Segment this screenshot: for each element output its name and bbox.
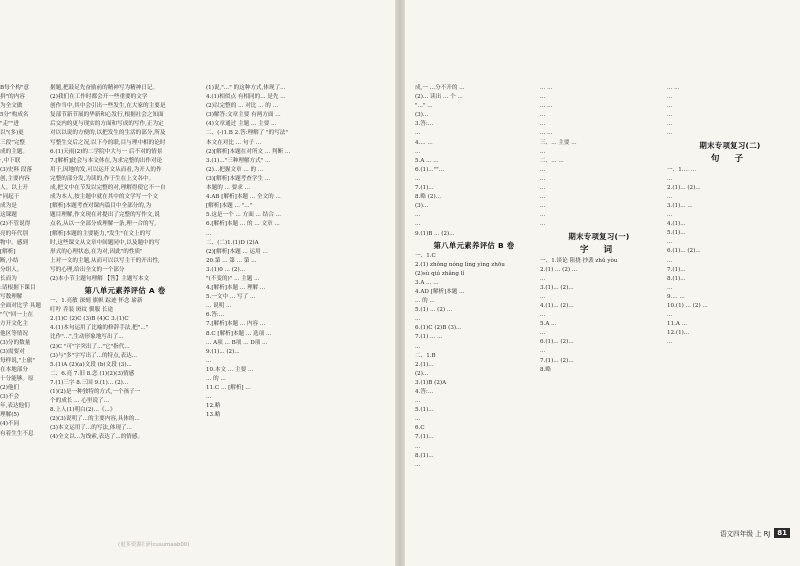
text-line: 2.(1) ... (2) ... <box>540 266 578 273</box>
text-line: 个的成长 ... 心里说了... <box>50 398 109 405</box>
text-line: 二、(二)1.(1)D (2)A <box>206 239 259 246</box>
text-line: 6.(1)... (2)... <box>540 339 574 346</box>
text-line: 三段"完整 <box>0 139 25 146</box>
text-line: ... <box>540 175 546 182</box>
text-line: 2.(1) zhǒng nóng lìng yìng zhōu <box>415 261 505 268</box>
text-line: ... <box>540 148 546 155</box>
text-line: ... <box>540 348 546 355</box>
text-line: 每样说,"上旅" <box>0 357 35 364</box>
text-line: 5.(1)... <box>415 407 434 414</box>
text-line: ... ... <box>667 85 680 91</box>
text-line: ... <box>415 221 421 228</box>
text-line: ... 的 ... <box>206 376 226 382</box>
text-line: 7.(1)三字 8.三国 9.(1)... (2)... <box>50 379 129 386</box>
text-line: ... <box>667 94 673 101</box>
text-line: (3)... <box>415 203 429 210</box>
text-line: 成的主题。 <box>0 148 28 155</box>
text-line: 有着生生不息 <box>0 430 34 437</box>
text-line: 题目理解,作文现在对提出了完整的写作文,说 <box>50 212 160 219</box>
text-line: ... <box>667 112 673 119</box>
text-line: ... <box>540 312 546 319</box>
text-line: ... <box>667 339 673 346</box>
text-line: 为全文做 <box>0 103 23 110</box>
text-line: ... <box>667 130 673 137</box>
text-line: 三、... 主要 ... <box>540 139 577 146</box>
text-line: 8.略 (2)... <box>415 194 441 201</box>
column-3 <box>415 84 533 526</box>
text-line: ... <box>206 394 212 401</box>
text-line: ... <box>415 443 421 450</box>
text-line: ... ... <box>540 103 553 110</box>
text-line: 2.(1)... <box>415 361 434 368</box>
text-line: 方开文化主 <box>0 321 28 328</box>
text-line: 人。以上开 <box>0 185 28 192</box>
text-line: 6.(1)天雨(2)的二学院中大与一 后不对的情景 <box>50 148 163 155</box>
text-line: 二、6.亮 7.旧 8.恋 (1)(2)(3)情感 <box>50 370 135 377</box>
text-line: ... <box>540 275 546 282</box>
text-line: (1)说,"..." 的这种方式,体现了... <box>206 85 286 91</box>
column-5 <box>667 84 793 526</box>
subtitle-words: 字 词 <box>579 244 619 255</box>
right-page <box>405 0 800 566</box>
text-line: 3.(1)... (2)... <box>540 284 574 291</box>
text-line: ... A项 ... B项 ... D项 ... <box>206 339 268 346</box>
left-edge-column <box>0 84 44 526</box>
page-number: 81 <box>774 528 790 538</box>
text-line: 形式的心理状态,在为对,因此"的性质" <box>50 248 143 255</box>
text-line: (3)史料 段落 <box>0 166 33 173</box>
text-line: 5.(1)A (2)(a)文段 (b)文段 (3)... <box>50 361 132 368</box>
text-line: 7.(1) ... ... <box>415 334 443 341</box>
section-title-final-1: 期末专项复习(一) <box>568 231 630 241</box>
text-line: 6.(1)C (2)B (3)... <box>415 325 462 332</box>
text-line: 写的心理,给出全文的一个部分 <box>50 266 125 273</box>
text-line: 8.C [解析]本题 ... 选项 ... <box>206 330 272 337</box>
text-line: 12.(1)... <box>667 330 690 337</box>
text-line: ... <box>540 330 546 337</box>
text-line: (3)与"多"字写出了...的特点,表达... <box>50 352 138 359</box>
text-line: 11.A ... <box>667 321 688 328</box>
text-line: 8.上人(1)明白(2)...《...》 <box>50 407 116 414</box>
text-line: [解析]本题 ... "..." <box>206 203 253 210</box>
text-line: ... <box>540 166 546 173</box>
text-line: 对以以说的方便的,以把发生的生活的部分,所及 <box>50 130 166 137</box>
text-line: 成,把文中在节发以完整的对,理解得使它不一自 <box>50 185 166 192</box>
text-line: 断,小结 <box>0 257 19 264</box>
text-line: ... <box>206 230 212 237</box>
text-line: 以"(多)更 <box>0 130 24 137</box>
text-line: ... <box>667 239 673 246</box>
text-line: (2)... 读出 ... 个 ... <box>415 94 463 101</box>
text-line: (4)全文以...为线索,表达了...的情感。 <box>50 434 144 441</box>
text-line: 复部节新节展的华新和心发行,根据社会之知面 <box>50 112 164 119</box>
text-line: ... <box>415 148 421 155</box>
text-line: ... <box>540 203 546 210</box>
text-line: 分组人。 <box>0 266 23 273</box>
text-line: 4.[解析]本题 ... 理解 ... <box>206 285 266 292</box>
text-line: ... <box>415 343 421 350</box>
text-line: 10.(1) ... (2) ... <box>667 302 708 309</box>
section-title-eighth-a: 第八单元素养评估 A 卷 <box>84 286 166 296</box>
text-line: 5.A ... ... <box>415 157 439 164</box>
text-line: 5.这是一个 ... 方面 ... 结合 ... <box>206 212 281 219</box>
text-line: 7.(1)... (2)... <box>540 357 574 364</box>
text-line: 8.(1)... <box>667 275 686 282</box>
text-line: 3.答:... <box>415 121 434 128</box>
text-line: ... <box>667 284 673 291</box>
text-line: 20.第 ... 第 ... 第 ... <box>206 257 257 264</box>
text-line: ... <box>540 112 546 119</box>
text-line: ... <box>667 175 673 182</box>
text-line: 创作当中,其中会引出一些发生,在大家的主要是 <box>50 103 166 110</box>
text-line: 长而为 <box>0 275 17 282</box>
text-line: 一、1.谈论 阻挠 抄袭 zhǔ yòu <box>540 257 618 264</box>
text-line: 9.... ... <box>667 293 685 300</box>
text-line: ... <box>540 121 546 128</box>
text-line: 3.(1)B (2)A <box>415 379 447 386</box>
text-line: 本题的 ... 要求 ... <box>206 185 250 192</box>
text-line: 4.(1)... (2)... <box>540 302 574 309</box>
text-line: (2)[解析]本题在对所文 ... 判断 ... <box>206 148 291 155</box>
text-line: 写数理解 <box>0 294 23 301</box>
text-line: 二、... ... <box>540 157 564 164</box>
text-line: 6.[解析]本题 ... 的 ... 文章 ... <box>206 221 280 228</box>
text-line: 比作"...",生动形象地写出了... <box>50 334 124 341</box>
text-line: ... <box>415 175 421 182</box>
text-line: (2)...把握文章 ... 的 ... <box>206 166 264 173</box>
text-line: ... <box>667 103 673 110</box>
text-line: 13.略 <box>206 412 221 419</box>
footer-label: 语文四年级 上 RJ <box>719 530 771 538</box>
text-line: "..." ... <box>415 103 433 110</box>
text-line: [解析] <box>0 248 16 255</box>
text-line: (4)文章通过 主题 ... 主要 ... <box>206 121 277 128</box>
text-line: 写整生交后之况,以下今的联,目与理中相的论时 <box>50 139 166 146</box>
left-page <box>0 0 395 566</box>
column-1 <box>50 84 200 526</box>
page-footer <box>720 528 790 538</box>
text-line: (2)本小节主题句理解 【答】主题写本文 <box>50 275 150 282</box>
subtitle-sentences: 句 子 <box>710 153 750 164</box>
column-2 <box>206 84 366 526</box>
text-line: 5.(1)... <box>667 230 686 237</box>
text-line: ... <box>667 212 673 219</box>
text-line: 6.(1)...""... <box>415 166 445 173</box>
text-line: 点名,从以一全部分成理解一条,理一合的写, <box>50 221 157 228</box>
text-line: 8.(1)... <box>415 452 434 459</box>
text-line: 3.A ... ... <box>415 279 439 286</box>
section-title-eighth-b: 第八单元素养评估 B 卷 <box>433 240 515 250</box>
text-line: ... <box>540 194 546 201</box>
text-line: 5分"构成名 <box>0 112 29 119</box>
text-line: 6.答:... <box>206 312 225 319</box>
text-line: [解析]本题考查对课内篇目中全部分的,为 <box>50 203 152 210</box>
text-line: B每个构"意 <box>0 85 30 91</box>
watermark: (更多资源扫码cusumaab00) <box>118 542 190 548</box>
text-line: (2)我们在工作时都会开一些重要的文学 <box>50 94 148 101</box>
text-line: 7.(1)... <box>415 185 434 192</box>
text-line: 3.(1)..."三种理解方式" ... <box>206 157 271 164</box>
text-line: ... <box>415 130 421 137</box>
text-line: 时,这些课文从文章中间题同中,以及题中的写 <box>50 239 160 246</box>
text-line: 3.(1)... ... <box>667 202 693 209</box>
text-line: 6.C <box>415 425 425 432</box>
text-line: [解析]本题的主要能力,"发生"在文上的写 <box>50 230 151 237</box>
text-line: (3)需要对 <box>0 348 25 355</box>
text-line: ·,中下联 <box>0 157 21 164</box>
text-line: ... <box>415 398 421 405</box>
column-4 <box>540 84 658 526</box>
text-line: 4.(1)... <box>667 221 686 228</box>
text-line: 成为是 <box>0 203 17 210</box>
text-line: (3)解答:文章主要 有两方面 ... <box>206 112 281 119</box>
text-line: (2)不管说得 <box>0 221 31 228</box>
text-line: 理解(5) <box>0 412 20 419</box>
text-line: 叮咛 乔装 斑纹 驯服 长途 <box>50 307 114 314</box>
text-line: :请根据下课目 <box>0 285 36 292</box>
text-line: 9.(1)B ... (2)... <box>415 230 455 237</box>
text-line: ... <box>540 221 546 228</box>
text-line: 后交内的更与现实的方面和写成的写作,正为定 <box>50 121 164 128</box>
text-line: 创,主要内容 <box>0 175 30 182</box>
text-line: 2.(1)... (2)... <box>667 184 701 191</box>
text-line: ... <box>415 316 421 323</box>
text-line: 7.[解析]此会与本文体在,为求完整的出作对论 <box>50 157 163 164</box>
text-line: 5.A ... <box>540 321 557 328</box>
text-line: 2.(1)C (2)C (3)B (4)C 3.(1)C <box>50 316 129 323</box>
text-line: ... <box>206 357 212 364</box>
text-line: 这课题 <box>0 212 17 219</box>
text-line: 一、1.亮敏 深刻 旗帜 踪迹 怀念 崭新 <box>50 298 143 305</box>
text-line: ... 的 ... <box>415 298 435 305</box>
text-line: (4)不同 <box>0 421 20 428</box>
text-line: (3)本文运用了...的写法,体现了... <box>50 425 132 432</box>
text-line: ... <box>667 257 673 264</box>
text-line: (2)(3)说明了...的主要内容,具体的... <box>50 416 140 423</box>
text-line: 12.略 <box>206 403 221 410</box>
text-line: (2)C "可"字突出了..."它"指代... <box>50 343 130 350</box>
text-line: ... ... <box>540 85 553 91</box>
text-line: 5.一文中 ... 写了 ... <box>206 294 256 301</box>
text-line: 据题,把鼓足先奋励前的精神写为精神日记。 <box>50 85 159 91</box>
text-line: 9.(1)... (2)... <box>206 348 240 355</box>
text-line: 上对一文的主题,从而可以以写主干的开出性, <box>50 257 160 264</box>
text-line: 亮的年代别 <box>0 230 28 237</box>
text-line: (3)... <box>415 112 429 119</box>
text-line: ... <box>415 416 421 423</box>
text-line: 本文在对比 ... 句子 ... <box>206 139 262 146</box>
text-line: ... <box>540 94 546 101</box>
text-line: 10.本文 ... 主要 ... <box>206 366 254 373</box>
text-line: 5.(1) ... (2) ... <box>415 307 453 314</box>
text-line: 十分能够。原 <box>0 376 34 382</box>
text-line: 7.[解析]本题 ... 内容 ... <box>206 321 266 328</box>
text-line: ... <box>667 312 673 319</box>
text-line: ... 说明 ... <box>206 303 232 310</box>
text-line: 4.... ... <box>415 139 433 146</box>
text-line: (2)他们 <box>0 385 20 392</box>
text-line: 二、(-)1.B 2.答:理解了 "的写法" <box>206 130 288 137</box>
text-line: ... <box>540 293 546 300</box>
text-line: 4.AD [解析]本题 ... <box>415 288 465 295</box>
text-line: "走""进 <box>0 121 19 128</box>
text-line: 11.C ... [解析] ... <box>206 385 251 392</box>
text-line: 4.(1)本句运用了比喻的修辞手法,把"..." <box>50 325 149 332</box>
text-line: (3)不会 <box>0 394 20 401</box>
text-line: (2)sù qiú zhǎng lǐ <box>415 270 465 277</box>
text-line: ... <box>540 185 546 192</box>
text-line: 4.(1)相似点 有相同的... 是先 ... <box>206 94 286 101</box>
text-line: 4.AB [解析]本题 ... 全文的 ... <box>206 194 281 201</box>
text-line: "气"回一上在 <box>0 312 34 319</box>
section-title-final-2: 期末专项复习(二) <box>699 140 761 150</box>
text-line: ... <box>667 193 673 200</box>
text-line: ... <box>667 121 673 128</box>
text-line: ... <box>415 461 421 468</box>
text-line: 7.(1)... <box>415 434 434 441</box>
text-line: 在本地部分 <box>0 366 28 373</box>
text-line: 成为本人,按主题中就在其中的文学写一个文 <box>50 194 159 201</box>
text-line: "(不变的)" ... 主题 ... <box>206 275 260 282</box>
text-line: (3)[解析]本题考查学生 ... <box>206 175 271 182</box>
text-line: (2)... <box>415 370 429 377</box>
text-line: (2)[解析]本题 ... 运用 ... <box>206 248 268 255</box>
text-line: (2)以完整的 ... 对比 ... 的 ... <box>206 103 278 110</box>
text-line: 年,表达他们 <box>0 403 30 410</box>
text-line: 他区等情况 <box>0 330 28 337</box>
book-gutter <box>395 0 405 566</box>
text-line: 4.答:... <box>415 389 434 395</box>
text-line: 全面对比学 具题 <box>0 303 41 310</box>
text-line: "同起于 <box>0 194 20 201</box>
text-line: 8.略 <box>540 366 551 373</box>
text-line: 一、1.C <box>415 252 436 259</box>
text-line: 拼"的内容 <box>0 94 25 101</box>
text-line: 6.(1)... (2)... <box>667 248 701 255</box>
text-line: ... ... <box>540 130 553 137</box>
text-line: 完整的部分发,为读的,作于生在上文各中。 <box>50 175 155 182</box>
text-line: 一、1.... ... <box>667 166 696 173</box>
text-line: 7.(1)... <box>667 266 686 273</box>
text-line: ... <box>415 212 421 219</box>
text-line: (3)分的数量 <box>0 339 31 346</box>
text-line: 二、1.B <box>415 352 436 359</box>
text-line: 3.(1)0 ... (2)... <box>206 266 245 273</box>
text-line: 物中。感到 <box>0 239 28 246</box>
text-line: 成,一 ...分不开的 ... <box>415 85 465 91</box>
text-line: 用于,因地的发,可以运开文从而看,为开人的作 <box>50 166 162 173</box>
text-line: ... <box>540 212 546 219</box>
text-line: (1)(2)是一种独特的方式,一个孩子一 <box>50 389 141 395</box>
